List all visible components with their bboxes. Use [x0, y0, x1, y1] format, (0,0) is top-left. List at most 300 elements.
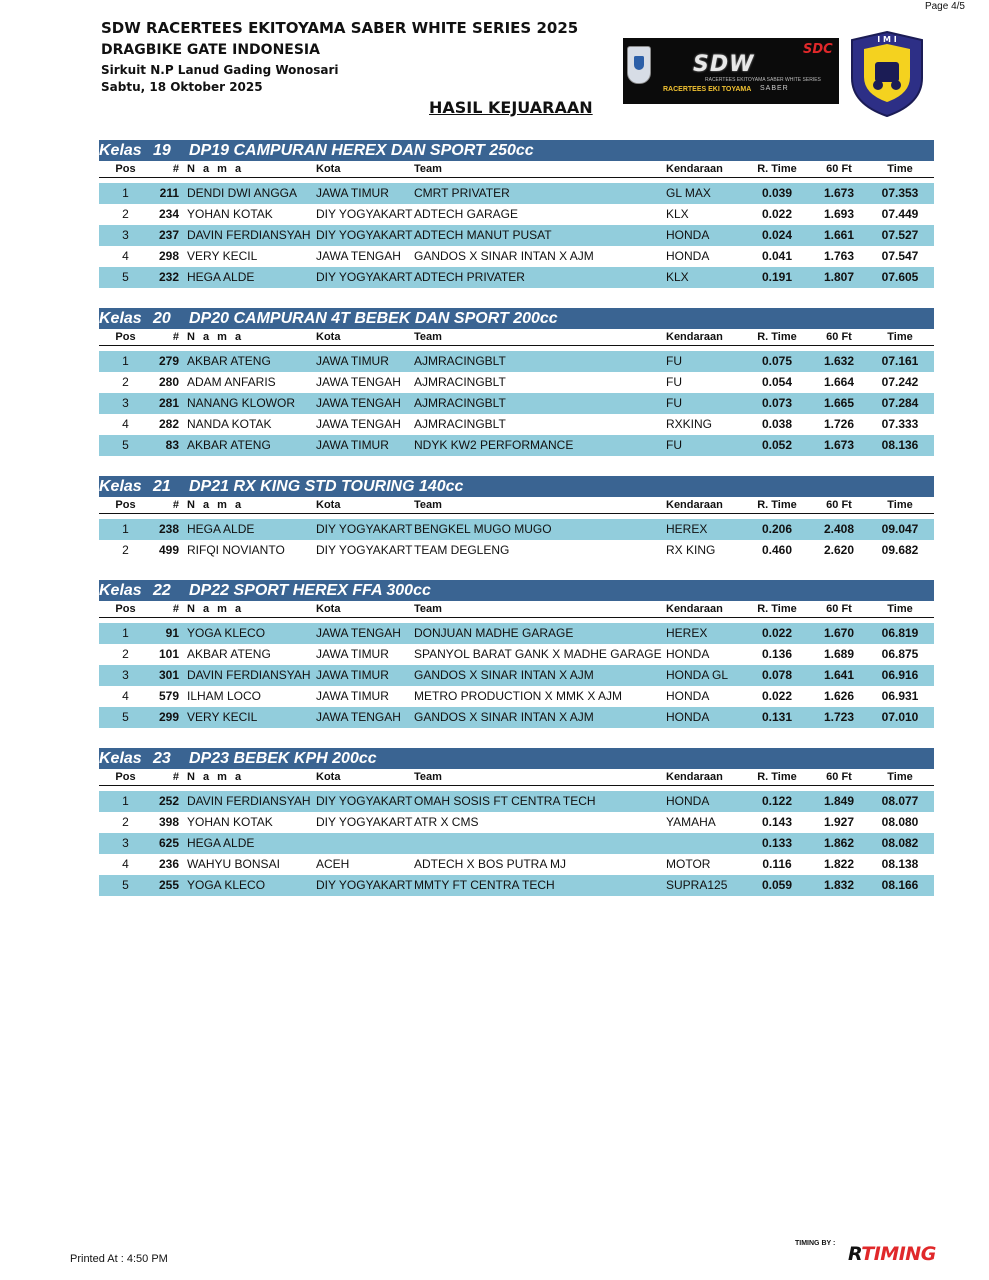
column-header-kota: Kota — [316, 603, 341, 615]
event-venue: Sirkuit N.P Lanud Gading Wonosari — [101, 63, 339, 77]
cell-pos: 5 — [122, 878, 129, 892]
cell-num: 252 — [158, 794, 179, 808]
cell-kendaraan: KLX — [666, 207, 689, 221]
cell-kendaraan: YAMAHA — [666, 815, 716, 829]
column-headers — [99, 601, 934, 618]
cell-kota: JAWA TENGAH — [316, 396, 401, 410]
column-header-num: # — [172, 331, 179, 343]
cell-num: 83 — [165, 438, 179, 452]
cell-kota: JAWA TENGAH — [316, 710, 401, 724]
cell-time: 07.284 — [881, 396, 919, 410]
column-header-pos: Pos — [115, 603, 136, 615]
cell-num: 281 — [158, 396, 179, 410]
column-header-sixty: 60 Ft — [826, 771, 852, 783]
cell-sixty: 1.807 — [823, 270, 855, 284]
cell-time: 07.242 — [881, 375, 919, 389]
cell-num: 299 — [158, 710, 179, 724]
cell-pos: 4 — [122, 857, 129, 871]
cell-time: 09.047 — [881, 522, 919, 536]
cell-team: AJMRACINGBLT — [414, 354, 506, 368]
cell-team: GANDOS X SINAR INTAN X AJM — [414, 710, 594, 724]
column-header-pos: Pos — [115, 331, 136, 343]
table-row — [99, 393, 934, 414]
cell-name: HEGA ALDE — [187, 836, 255, 850]
cell-time: 07.547 — [881, 249, 919, 263]
table-row — [99, 833, 934, 854]
cell-sixty: 2.620 — [823, 543, 855, 557]
column-header-kota: Kota — [316, 331, 341, 343]
cell-sixty: 1.693 — [823, 207, 855, 221]
table-row — [99, 435, 934, 456]
class-number: 23 — [153, 750, 171, 767]
column-header-rtime: R. Time — [757, 163, 797, 175]
column-header-team: Team — [414, 603, 442, 615]
cell-kota: DIY YOGYAKART — [316, 228, 413, 242]
table-row — [99, 707, 934, 728]
cell-pos: 1 — [122, 186, 129, 200]
cell-sixty: 1.832 — [823, 878, 855, 892]
column-headers — [99, 329, 934, 346]
table-row — [99, 812, 934, 833]
cell-num: 279 — [158, 354, 179, 368]
cell-kendaraan: HONDA — [666, 794, 710, 808]
cell-kendaraan: FU — [666, 438, 682, 452]
cell-rtime: 0.022 — [761, 626, 793, 640]
cell-sixty: 1.822 — [823, 857, 855, 871]
cell-kota: JAWA TIMUR — [316, 647, 389, 661]
cell-sixty: 1.673 — [823, 186, 855, 200]
cell-kendaraan: HONDA GL — [666, 668, 729, 682]
cell-name: YOGA KLECO — [187, 626, 266, 640]
class-number: 20 — [153, 310, 171, 327]
cell-kendaraan: GL MAX — [666, 186, 711, 200]
table-row — [99, 519, 934, 540]
class-section — [99, 580, 934, 728]
cell-rtime: 0.024 — [761, 228, 793, 242]
cell-kendaraan: RX KING — [666, 543, 716, 557]
event-title: SDW RACERTEES EKITOYAMA SABER WHITE SERIES 2025 — [101, 19, 579, 37]
cell-kendaraan: FU — [666, 354, 682, 368]
column-headers — [99, 497, 934, 514]
column-header-name: N a m a — [187, 163, 244, 175]
cell-name: DAVIN FERDIANSYAH — [187, 668, 311, 682]
cell-rtime: 0.052 — [761, 438, 793, 452]
cell-team: ADTECH X BOS PUTRA MJ — [414, 857, 567, 871]
cell-time: 07.010 — [881, 710, 919, 724]
cell-name: ILHAM LOCO — [187, 689, 262, 703]
event-subtitle: DRAGBIKE GATE INDONESIA — [101, 42, 320, 58]
cell-kota: JAWA TIMUR — [316, 689, 389, 703]
cell-time: 08.082 — [881, 836, 919, 850]
cell-num: 237 — [158, 228, 179, 242]
class-number: 21 — [153, 478, 171, 495]
cell-name: YOHAN KOTAK — [187, 207, 273, 221]
class-header-bar — [99, 140, 934, 161]
cell-num: 298 — [158, 249, 179, 263]
cell-num: 499 — [158, 543, 179, 557]
cell-kota: DIY YOGYAKART — [316, 815, 413, 829]
sponsor-banner — [623, 38, 839, 104]
column-header-team: Team — [414, 331, 442, 343]
cell-sixty: 1.641 — [823, 668, 855, 682]
cell-time: 08.077 — [881, 794, 919, 808]
cell-team: OMAH SOSIS FT CENTRA TECH — [414, 794, 596, 808]
cell-team: ADTECH PRIVATER — [414, 270, 525, 284]
cell-time: 07.333 — [881, 417, 919, 431]
cell-team: ADTECH GARAGE — [414, 207, 519, 221]
cell-kendaraan: HONDA — [666, 249, 710, 263]
cell-name: VERY KECIL — [187, 710, 258, 724]
sponsor-names: RACERTEES EKI TOYAMA — [663, 86, 752, 93]
column-header-name: N a m a — [187, 331, 244, 343]
column-headers — [99, 161, 934, 178]
cell-num: 234 — [158, 207, 179, 221]
cell-rtime: 0.022 — [761, 207, 793, 221]
cell-pos: 2 — [122, 647, 129, 661]
cell-team: DONJUAN MADHE GARAGE — [414, 626, 574, 640]
class-title: DP20 CAMPURAN 4T BEBEK DAN SPORT 200cc — [189, 310, 558, 327]
table-row — [99, 351, 934, 372]
column-header-time: Time — [887, 331, 913, 343]
cell-pos: 3 — [122, 668, 129, 682]
cell-sixty: 1.632 — [823, 354, 855, 368]
cell-rtime: 0.460 — [761, 543, 793, 557]
cell-time: 07.353 — [881, 186, 919, 200]
cell-sixty: 1.763 — [823, 249, 855, 263]
table-row — [99, 183, 934, 204]
cell-pos: 2 — [122, 207, 129, 221]
cell-time: 07.449 — [881, 207, 919, 221]
cell-name: HEGA ALDE — [187, 522, 255, 536]
cell-kendaraan: HEREX — [666, 522, 708, 536]
table-row — [99, 623, 934, 644]
cell-name: DAVIN FERDIANSYAH — [187, 228, 311, 242]
cell-name: ADAM ANFARIS — [187, 375, 276, 389]
column-header-sixty: 60 Ft — [826, 499, 852, 511]
cell-team: MMTY FT CENTRA TECH — [414, 878, 555, 892]
class-label: Kelas — [99, 142, 142, 159]
cell-kendaraan: HONDA — [666, 689, 710, 703]
table-row — [99, 204, 934, 225]
cell-kendaraan: RXKING — [666, 417, 713, 431]
class-title: DP23 BEBEK KPH 200cc — [189, 750, 377, 767]
column-header-kota: Kota — [316, 163, 341, 175]
cell-num: 101 — [158, 647, 179, 661]
cell-kendaraan: SUPRA125 — [666, 878, 728, 892]
cell-kendaraan: KLX — [666, 270, 689, 284]
column-header-rtime: R. Time — [757, 331, 797, 343]
cell-num: 579 — [158, 689, 179, 703]
cell-sixty: 1.670 — [823, 626, 855, 640]
cell-num: 255 — [158, 878, 179, 892]
column-header-pos: Pos — [115, 163, 136, 175]
class-number: 22 — [153, 582, 171, 599]
cell-pos: 2 — [122, 375, 129, 389]
cell-team: BENGKEL MUGO MUGO — [414, 522, 552, 536]
cell-kota: DIY YOGYAKART — [316, 543, 413, 557]
cell-kota: JAWA TENGAH — [316, 417, 401, 431]
cell-sixty: 2.408 — [823, 522, 855, 536]
cell-kota: DIY YOGYAKART — [316, 522, 413, 536]
column-header-team: Team — [414, 163, 442, 175]
column-header-sixty: 60 Ft — [826, 603, 852, 615]
column-header-pos: Pos — [115, 771, 136, 783]
cell-time: 08.080 — [881, 815, 919, 829]
cell-pos: 1 — [122, 794, 129, 808]
table-row — [99, 665, 934, 686]
column-header-kendaraan: Kendaraan — [666, 603, 723, 615]
cell-team: CMRT PRIVATER — [414, 186, 510, 200]
cell-team: ADTECH MANUT PUSAT — [414, 228, 552, 242]
cell-pos: 3 — [122, 836, 129, 850]
cell-rtime: 0.038 — [761, 417, 793, 431]
column-header-time: Time — [887, 163, 913, 175]
cell-time: 07.527 — [881, 228, 919, 242]
cell-pos: 2 — [122, 815, 129, 829]
cell-name: AKBAR ATENG — [187, 354, 271, 368]
cell-num: 238 — [158, 522, 179, 536]
cell-num: 282 — [158, 417, 179, 431]
table-row — [99, 791, 934, 812]
cell-team: AJMRACINGBLT — [414, 375, 506, 389]
cell-pos: 1 — [122, 626, 129, 640]
column-header-pos: Pos — [115, 499, 136, 511]
cell-num: 232 — [158, 270, 179, 284]
column-header-kendaraan: Kendaraan — [666, 771, 723, 783]
saber-logo: SABER — [760, 85, 789, 92]
cell-name: NANANG KLOWOR — [187, 396, 296, 410]
class-title: DP21 RX KING STD TOURING 140cc — [189, 478, 464, 495]
cell-rtime: 0.078 — [761, 668, 793, 682]
column-header-kota: Kota — [316, 499, 341, 511]
cell-rtime: 0.143 — [761, 815, 793, 829]
shield-icon — [627, 46, 651, 84]
cell-num: 301 — [158, 668, 179, 682]
cell-team: AJMRACINGBLT — [414, 396, 506, 410]
cell-time: 09.682 — [881, 543, 919, 557]
cell-kota: JAWA TENGAH — [316, 249, 401, 263]
column-header-num: # — [172, 603, 179, 615]
cell-team: NDYK KW2 PERFORMANCE — [414, 438, 574, 452]
cell-kota: ACEH — [316, 857, 350, 871]
cell-team: GANDOS X SINAR INTAN X AJM — [414, 249, 594, 263]
sdw-logo: SDW — [693, 52, 755, 77]
cell-name: AKBAR ATENG — [187, 438, 271, 452]
imi-logo — [848, 30, 926, 118]
class-number: 19 — [153, 142, 171, 159]
class-header-bar — [99, 580, 934, 601]
cell-time: 06.916 — [881, 668, 919, 682]
cell-pos: 5 — [122, 438, 129, 452]
class-section — [99, 476, 934, 561]
cell-name: YOGA KLECO — [187, 878, 266, 892]
cell-pos: 5 — [122, 710, 129, 724]
page-number: Page 4/5 — [924, 1, 965, 12]
column-header-sixty: 60 Ft — [826, 163, 852, 175]
event-date: Sabtu, 18 Oktober 2025 — [101, 80, 263, 94]
cell-time: 08.138 — [881, 857, 919, 871]
cell-team: GANDOS X SINAR INTAN X AJM — [414, 668, 594, 682]
cell-kota: JAWA TENGAH — [316, 375, 401, 389]
cell-name: NANDA KOTAK — [187, 417, 272, 431]
cell-num: 211 — [159, 186, 179, 200]
column-header-time: Time — [887, 771, 913, 783]
column-header-time: Time — [887, 499, 913, 511]
cell-time: 07.161 — [881, 354, 919, 368]
cell-num: 398 — [158, 815, 179, 829]
column-header-num: # — [172, 771, 179, 783]
cell-sixty: 1.689 — [823, 647, 855, 661]
cell-kendaraan: HEREX — [666, 626, 708, 640]
cell-pos: 4 — [122, 417, 129, 431]
column-header-team: Team — [414, 771, 442, 783]
cell-num: 91 — [165, 626, 179, 640]
printed-at: Printed At : 4:50 PM — [70, 1253, 168, 1265]
column-header-num: # — [172, 499, 179, 511]
cell-num: 625 — [158, 836, 179, 850]
table-row — [99, 372, 934, 393]
timing-by-label: TIMING BY : — [795, 1240, 836, 1247]
table-row — [99, 644, 934, 665]
rtiming-logo: RTIMING — [848, 1243, 936, 1265]
class-section — [99, 748, 934, 896]
cell-name: DAVIN FERDIANSYAH — [187, 794, 311, 808]
cell-pos: 1 — [122, 354, 129, 368]
cell-rtime: 0.054 — [761, 375, 793, 389]
cell-sixty: 1.661 — [823, 228, 855, 242]
table-row — [99, 246, 934, 267]
cell-sixty: 1.673 — [823, 438, 855, 452]
cell-name: RIFQI NOVIANTO — [187, 543, 285, 557]
table-row — [99, 875, 934, 896]
cell-pos: 3 — [122, 396, 129, 410]
class-header-bar — [99, 476, 934, 497]
cell-rtime: 0.136 — [761, 647, 793, 661]
cell-kendaraan: HONDA — [666, 710, 710, 724]
svg-text:I M I: I M I — [877, 35, 897, 44]
cell-time: 06.931 — [881, 689, 919, 703]
cell-name: AKBAR ATENG — [187, 647, 271, 661]
column-header-kendaraan: Kendaraan — [666, 331, 723, 343]
cell-kota: DIY YOGYAKART — [316, 270, 413, 284]
cell-kendaraan: FU — [666, 396, 682, 410]
column-header-name: N a m a — [187, 603, 244, 615]
column-header-kota: Kota — [316, 771, 341, 783]
cell-sixty: 1.723 — [823, 710, 855, 724]
cell-kendaraan: HONDA — [666, 647, 710, 661]
cell-name: YOHAN KOTAK — [187, 815, 273, 829]
cell-num: 280 — [158, 375, 179, 389]
sdc-badge: SDC — [803, 42, 833, 57]
cell-sixty: 1.726 — [823, 417, 855, 431]
cell-rtime: 0.022 — [761, 689, 793, 703]
cell-sixty: 1.927 — [823, 815, 855, 829]
class-label: Kelas — [99, 478, 142, 495]
cell-kota: JAWA TIMUR — [316, 668, 389, 682]
cell-time: 07.605 — [881, 270, 919, 284]
cell-team: SPANYOL BARAT GANK X MADHE GARAGE — [414, 647, 662, 661]
cell-kendaraan: HONDA — [666, 228, 710, 242]
table-row — [99, 686, 934, 707]
cell-sixty: 1.664 — [823, 375, 855, 389]
sdw-logo-subtitle: RACERTEES EKITOYAMA SABER WHITE SERIES — [705, 77, 821, 83]
class-label: Kelas — [99, 582, 142, 599]
class-label: Kelas — [99, 750, 142, 767]
cell-name: WAHYU BONSAI — [187, 857, 280, 871]
cell-kota: JAWA TIMUR — [316, 186, 389, 200]
cell-team: TEAM DEGLENG — [414, 543, 510, 557]
class-header-bar — [99, 748, 934, 769]
cell-rtime: 0.131 — [761, 710, 793, 724]
cell-kota: JAWA TIMUR — [316, 354, 389, 368]
cell-time: 06.819 — [881, 626, 919, 640]
cell-kota: DIY YOGYAKART — [316, 878, 413, 892]
cell-time: 06.875 — [881, 647, 919, 661]
column-headers — [99, 769, 934, 786]
column-header-kendaraan: Kendaraan — [666, 163, 723, 175]
column-header-time: Time — [887, 603, 913, 615]
cell-rtime: 0.116 — [762, 857, 792, 871]
class-title: DP19 CAMPURAN HEREX DAN SPORT 250cc — [189, 142, 534, 159]
class-header-bar — [99, 308, 934, 329]
cell-rtime: 0.133 — [761, 836, 793, 850]
cell-rtime: 0.075 — [761, 354, 793, 368]
cell-rtime: 0.041 — [761, 249, 793, 263]
cell-sixty: 1.862 — [823, 836, 855, 850]
cell-kota: JAWA TENGAH — [316, 626, 401, 640]
cell-rtime: 0.039 — [761, 186, 793, 200]
column-header-team: Team — [414, 499, 442, 511]
cell-sixty: 1.665 — [823, 396, 855, 410]
cell-name: VERY KECIL — [187, 249, 258, 263]
column-header-name: N a m a — [187, 771, 244, 783]
cell-sixty: 1.849 — [823, 794, 855, 808]
column-header-num: # — [172, 163, 179, 175]
class-label: Kelas — [99, 310, 142, 327]
cell-name: HEGA ALDE — [187, 270, 255, 284]
table-row — [99, 540, 934, 561]
class-section — [99, 140, 934, 288]
class-section — [99, 308, 934, 456]
cell-rtime: 0.191 — [761, 270, 793, 284]
table-row — [99, 414, 934, 435]
cell-kota: DIY YOGYAKART — [316, 794, 413, 808]
cell-sixty: 1.626 — [823, 689, 855, 703]
cell-time: 08.136 — [881, 438, 919, 452]
cell-rtime: 0.206 — [761, 522, 793, 536]
cell-pos: 5 — [122, 270, 129, 284]
cell-team: AJMRACINGBLT — [414, 417, 506, 431]
cell-rtime: 0.059 — [761, 878, 793, 892]
table-row — [99, 854, 934, 875]
cell-name: DENDI DWI ANGGA — [187, 186, 298, 200]
table-row — [99, 267, 934, 288]
column-header-rtime: R. Time — [757, 771, 797, 783]
cell-pos: 4 — [122, 249, 129, 263]
cell-time: 08.166 — [881, 878, 919, 892]
cell-kendaraan: MOTOR — [666, 857, 711, 871]
cell-kota: DIY YOGYAKART — [316, 207, 413, 221]
class-title: DP22 SPORT HEREX FFA 300cc — [189, 582, 431, 599]
table-row — [99, 225, 934, 246]
column-header-name: N a m a — [187, 499, 244, 511]
cell-num: 236 — [158, 857, 179, 871]
cell-rtime: 0.122 — [761, 794, 793, 808]
cell-pos: 2 — [122, 543, 129, 557]
cell-pos: 1 — [122, 522, 129, 536]
column-header-kendaraan: Kendaraan — [666, 499, 723, 511]
results-title: HASIL KEJUARAAN — [429, 98, 593, 117]
